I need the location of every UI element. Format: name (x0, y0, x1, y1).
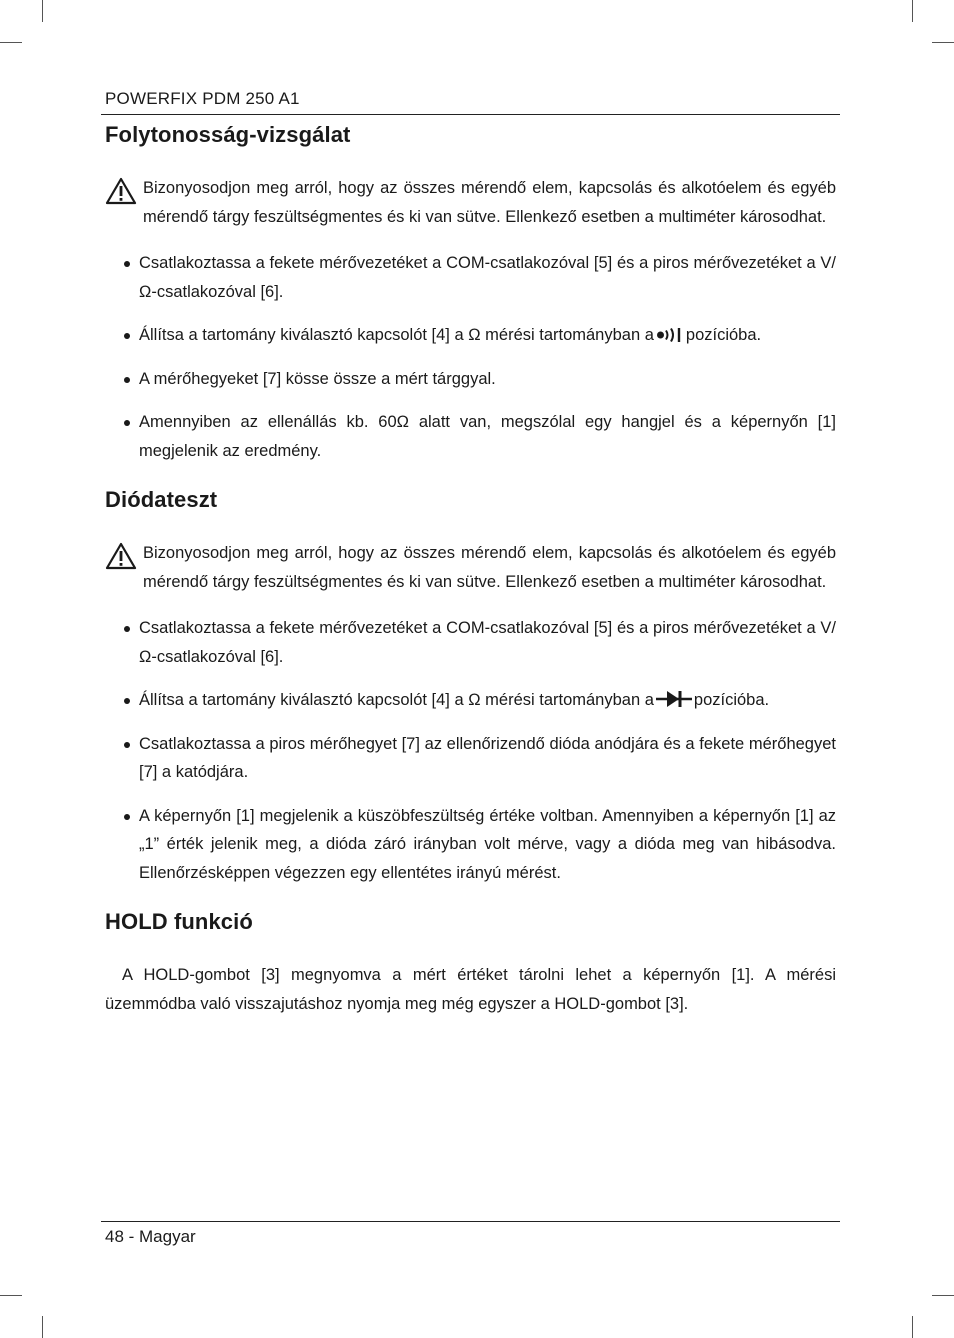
hold-description: A HOLD-gombot [3] megnyomva a mért értéket tárolni lehet a képernyőn [1]. A mérési üzemmódba való visszajutáshoz nyomja meg még egyszer a HOLD-gombot [3]. (105, 966, 836, 1013)
list-item: A képernyőn [1] megjelenik a küszöbfeszültség értéke voltban. Amennyiben a képernyőn [1] az „1” érték jelenik meg, a dióda záró irányban volt mérve, vagy a dióda meg van hibásodva. Ellenőrzésképpen végezzen egy ellentétes irányú mérést. (105, 802, 836, 888)
instruction-list (105, 249, 836, 465)
crop-mark (912, 0, 913, 22)
warning-triangle-icon (105, 177, 137, 205)
list-item-text: pozícióba. (693, 691, 770, 709)
running-header: POWERFIX PDM 250 A1 (105, 89, 300, 108)
crop-mark (0, 42, 22, 43)
crop-mark (912, 1316, 913, 1338)
list-item (105, 686, 836, 715)
footer-rule (101, 1221, 840, 1222)
page-content (105, 118, 836, 1018)
warning-text: Bizonyosodjon meg arról, hogy az összes mérendő elem, kapcsolás és alkotóelem és egyéb mérendő tárgy feszültségmentes és ki van sütve. Ellenkező esetben a multiméter károsodhat. (143, 179, 836, 226)
diode-symbol-icon (656, 690, 692, 708)
crop-mark (42, 1316, 43, 1338)
page-number: 48 - Magyar (105, 1227, 196, 1246)
header-rule (101, 114, 840, 115)
list-item-text: Állítsa a tartomány kiválasztó kapcsolót [4] a Ω mérési tartományban a (139, 326, 654, 344)
list-item: Csatlakoztassa a fekete mérővezetéket a COM-csatlakozóval [5] és a piros mérővezetéket a V/Ω-csatlakozóval [6]. (105, 249, 836, 306)
list-item-text: pozícióba. (685, 326, 762, 344)
list-item: Amennyiben az ellenállás kb. 60Ω alatt van, megszólal egy hangjel és a képernyőn [1] megjelenik az eredmény. (105, 408, 836, 465)
section-heading-hold-function: HOLD funkció (105, 909, 253, 934)
warning-triangle-icon (105, 542, 137, 570)
list-item (105, 321, 836, 350)
list-item: Csatlakoztassa a piros mérőhegyet [7] az ellenőrizendő dióda anódjára és a fekete mérőhegyet [7] a katódjára. (105, 730, 836, 787)
crop-mark (932, 42, 954, 43)
crop-mark (932, 1295, 954, 1296)
crop-mark (42, 0, 43, 22)
warning-note (105, 174, 836, 231)
list-item: Csatlakoztassa a fekete mérővezetéket a COM-csatlakozóval [5] és a piros mérővezetéket a V/Ω-csatlakozóval [6]. (105, 614, 836, 671)
crop-mark (0, 1295, 22, 1296)
section-heading-diode-test: Diódateszt (105, 487, 218, 512)
warning-note (105, 539, 836, 596)
list-item: A mérőhegyeket [7] kösse össze a mért tárggyal. (105, 365, 836, 394)
list-item-text: Állítsa a tartomány kiválasztó kapcsolót [4] a Ω mérési tartományban a (139, 691, 654, 709)
warning-text: Bizonyosodjon meg arról, hogy az összes mérendő elem, kapcsolás és alkotóelem és egyéb mérendő tárgy feszültségmentes és ki van sütve. Ellenkező esetben a multiméter károsodhat. (143, 544, 836, 591)
continuity-beep-icon (656, 327, 684, 343)
section-heading-continuity: Folytonosság-vizsgálat (105, 122, 351, 147)
instruction-list (105, 614, 836, 887)
